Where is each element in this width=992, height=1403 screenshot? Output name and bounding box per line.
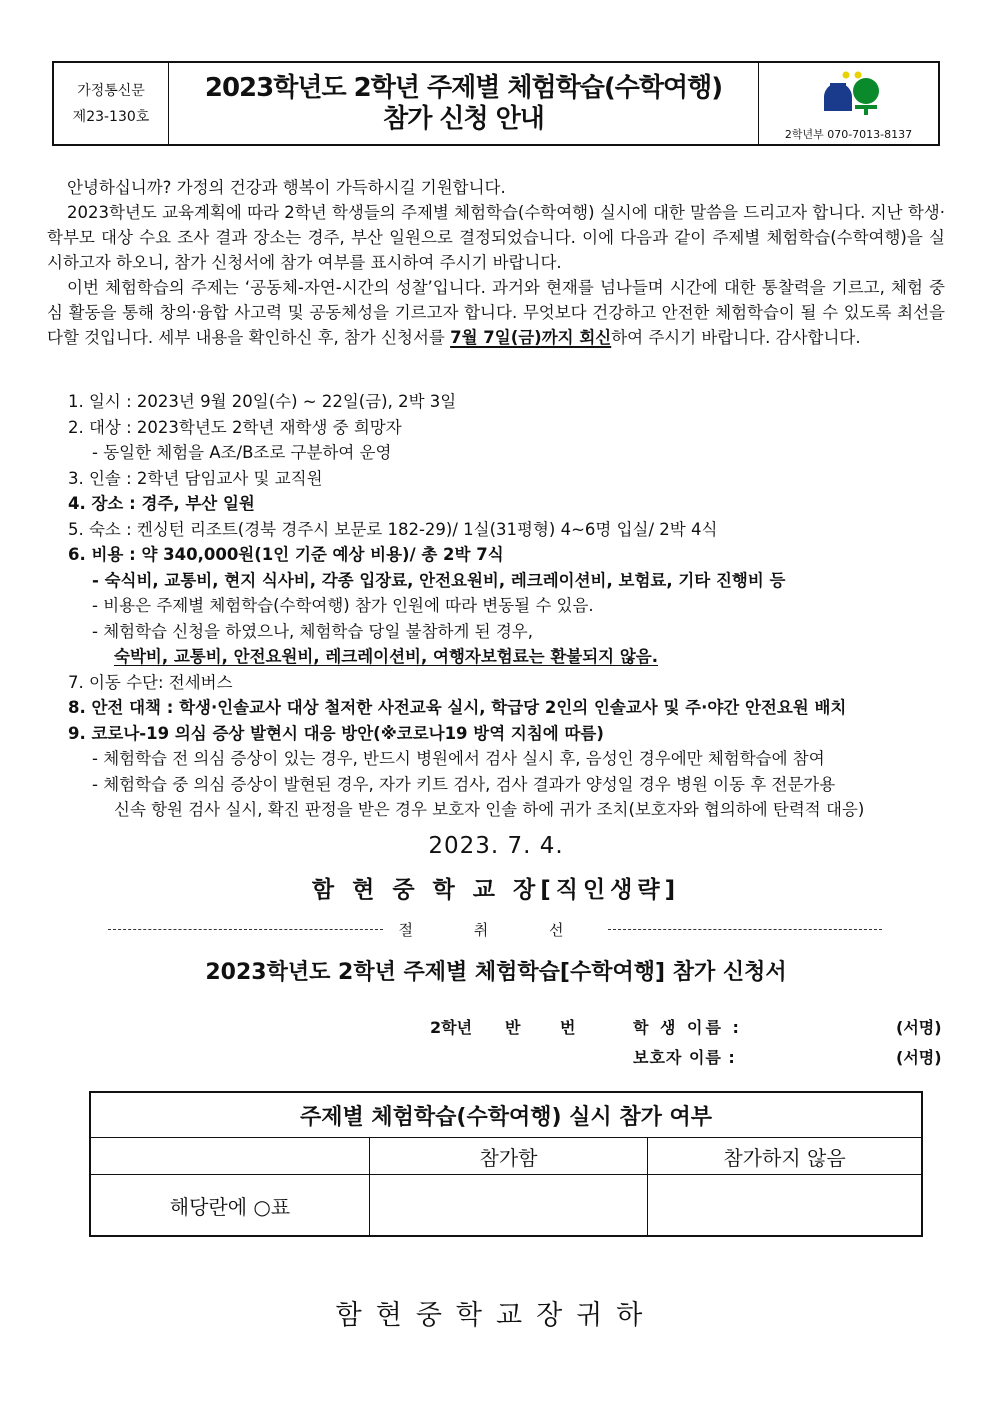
school-logo-icon	[822, 71, 882, 117]
table-row	[91, 1175, 921, 1235]
list-item: 8. 안전 대책 : 학생·인솔교사 대상 철저한 사전교육 실시, 학급당 2인의 인솔교사 및 주·야간 안전요원 배치	[68, 698, 847, 717]
doc-number: 제23-130호	[72, 108, 150, 125]
student-name-field[interactable]	[770, 1012, 890, 1036]
mark-yes-cell[interactable]	[370, 1175, 648, 1235]
list-item: 숙박비, 교통비, 안전요원비, 레크레이션비, 여행자보험료는 환불되지 않음.	[114, 647, 658, 666]
class-field[interactable]: 반	[505, 1018, 521, 1037]
list-item: - 체험학습 중 의심 증상이 발현된 경우, 자가 키트 검사, 검사 결과가 양성일 경우 병원 이동 후 전문가용	[92, 774, 836, 794]
list-item: - 비용은 주제별 체험학습(수학여행) 참가 인원에 따라 변동될 수 있음.	[92, 596, 594, 615]
list-item: - 체험학습 신청을 하였으나, 체험학습 당일 불참하게 된 경우,	[92, 621, 533, 641]
intro-greeting: 안녕하십니까? 가정의 건강과 행복이 가득하시길 기원합니다.	[67, 178, 506, 197]
row-label: 해당란에 ○표	[91, 1175, 370, 1235]
table-header-empty	[91, 1138, 370, 1174]
details-list	[68, 389, 948, 823]
col-header-no: 참가하지 않음	[723, 1145, 846, 1170]
grade-label: 2학년	[430, 1018, 473, 1037]
number-field[interactable]: 번	[560, 1018, 576, 1037]
doc-info	[54, 63, 169, 144]
parent-name-label: 보호자 이름 :	[633, 1048, 736, 1067]
col-header-yes: 참가함	[370, 1138, 648, 1174]
list-item: 2. 대상 : 2023학년도 2학년 재학생 중 희망자	[68, 417, 402, 437]
student-name-label: 학 생 이름 :	[633, 1018, 742, 1037]
principal-signature: 함 현 중 학 교 장[직인생략]	[311, 877, 681, 903]
parent-sign: (서명)	[896, 1048, 942, 1067]
intro-text	[47, 175, 945, 350]
participation-table	[89, 1091, 923, 1237]
doc-title	[169, 63, 759, 144]
cut-line-label: 절 취 선	[398, 920, 592, 939]
application-title: 2023학년도 2학년 주제별 체험학습[수학여행] 참가 신청서	[205, 960, 787, 985]
header-box	[52, 61, 940, 146]
title-line-2: 참가 신청 안내	[383, 103, 544, 134]
list-item: - 체험학습 전 의심 증상이 있는 경우, 반드시 병원에서 검사 실시 후, 음성인 경우에만 체험학습에 참여	[92, 749, 825, 768]
mark-no-cell[interactable]	[648, 1175, 921, 1235]
list-item: - 숙식비, 교통비, 현지 식사비, 각종 입장료, 안전요원비, 레크레이션비, 보험료, 기타 진행비 등	[92, 570, 786, 590]
title-line-1: 2023학년도 2학년 주제별 체험학습(수학여행)	[204, 72, 723, 103]
list-item: 1. 일시 : 2023년 9월 20일(수) ~ 22일(금), 2박 3일	[68, 392, 457, 411]
list-item: 9. 코로나-19 의심 증상 발현시 대응 방안(※코로나19 방역 지침에 따름)	[68, 723, 604, 743]
cut-line	[108, 919, 882, 939]
list-item: - 동일한 체험을 A조/B조로 구분하여 운영	[92, 443, 392, 462]
closing-addressee: 함현중학교장귀하	[335, 1300, 657, 1331]
deadline: 7월 7일(금)까지 회신	[450, 328, 612, 347]
intro-paragraph-3: 이번 체험학습의 주제는 ‘공동체-자연-시간의 성찰’입니다. 과거와 현재를 넘나들며 시간에 대한 통찰력을 기르고, 체험 중심 활동을 통해 창의·융합 사고력 및 공동체성을 기르고자 합니다. 무엇보다 건강하고 안전한 체험학습이 될 수 있도록 최선을 다할 것입니다. 세부 내용을 확인하신 후, 참가 신청서를 7월 7일(금)까지 회신하여 주시기 바랍니다. 감사합니다.	[47, 278, 945, 347]
parent-name-field[interactable]	[770, 1042, 890, 1066]
student-sign: (서명)	[896, 1018, 942, 1037]
doc-type: 가정통신문	[77, 82, 145, 99]
list-item: 4. 장소 : 경주, 부산 일원	[68, 494, 255, 513]
table-header-row	[91, 1138, 921, 1175]
notice-date: 2023. 7. 4.	[428, 833, 564, 859]
school-logo-area	[759, 63, 938, 144]
list-item: 7. 이동 수단: 전세버스	[68, 672, 233, 692]
list-item: 3. 인솔 : 2학년 담임교사 및 교직원	[68, 468, 323, 488]
intro-paragraph-2: 2023학년도 교육계획에 따라 2학년 학생들의 주제별 체험학습(수학여행) 실시에 대한 말씀을 드리고자 합니다. 지난 학생·학부모 대상 수요 조사 결과 장소는 경주, 부산 일원으로 결정되었습니다. 이에 다음과 같이 주제별 체험학습(수학여행)을 실시하고자 하오니, 참가 신청서에 참가 여부를 표시하여 주시기 바랍니다.	[47, 203, 945, 272]
list-item: 6. 비용 : 약 340,000원(1인 기준 예상 비용)/ 총 2박 7식	[68, 545, 504, 564]
list-item: 신속 항원 검사 실시, 확진 판정을 받은 경우 보호자 인솔 하에 귀가 조치(보호자와 협의하에 탄력적 대응)	[114, 800, 865, 819]
contact-number: 2학년부 070-7013-8137	[784, 128, 913, 141]
table-title: 주제별 체험학습(수학여행) 실시 참가 여부	[91, 1093, 921, 1138]
list-item: 5. 숙소 : 켄싱턴 리조트(경북 경주시 보문로 182-29)/ 1실(31평형) 4~6명 입실/ 2박 4식	[68, 519, 718, 539]
